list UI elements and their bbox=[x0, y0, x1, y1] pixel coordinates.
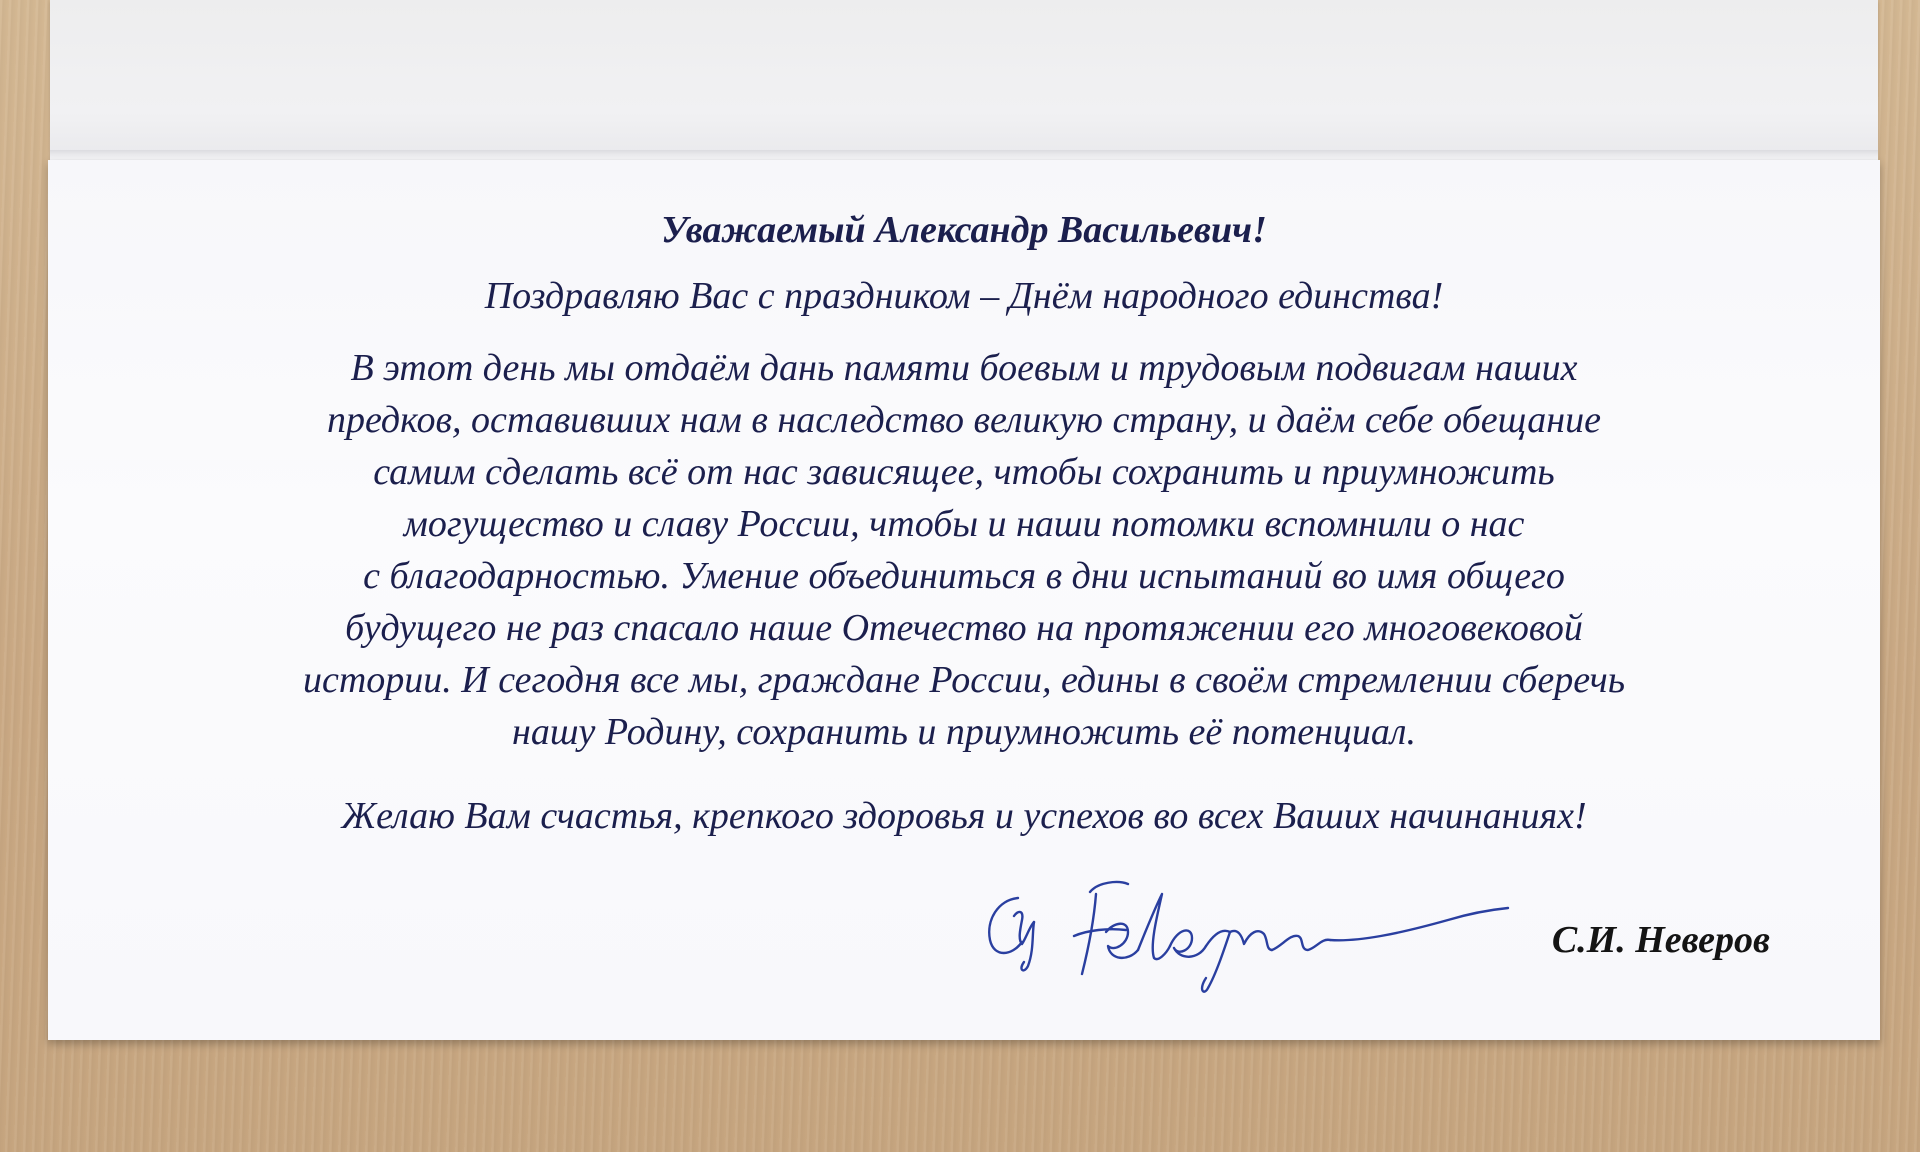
letter-body-line: с благодарностью. Умение объединиться в дни испытаний во имя общего bbox=[363, 555, 1565, 597]
letter-body-line: могущество и славу России, чтобы и наши потомки вспомнили о нас bbox=[403, 503, 1525, 545]
handwritten-signature bbox=[978, 870, 1518, 1000]
letter-wish: Желаю Вам счастья, крепкого здоровья и успехов во всех Ваших начинаниях! bbox=[341, 795, 1587, 837]
letter-body-line: предков, оставивших нам в наследство великую страну, и даём себе обещание bbox=[327, 399, 1601, 441]
letter-body-line: нашу Родину, сохранить и приумножить её потенциал. bbox=[511, 711, 1417, 753]
greeting-card bbox=[48, 160, 1880, 1040]
letter-greeting: Уважаемый Александр Васильевич! bbox=[661, 209, 1267, 251]
card-top-flap bbox=[50, 0, 1878, 160]
letter-body bbox=[48, 342, 1880, 758]
signer-name: С.И. Неверов bbox=[1551, 919, 1770, 961]
letter-intro: Поздравляю Вас с праздником – Днём народного единства! bbox=[484, 275, 1444, 317]
letter-body-line: будущего не раз спасало наше Отечество на протяжении его многовековой bbox=[345, 607, 1583, 649]
letter-body-line: В этот день мы отдаём дань памяти боевым и трудовым подвигам наших bbox=[350, 347, 1578, 389]
letter-body-line: истории. И сегодня все мы, граждане России, едины в своём стремлении сберечь bbox=[303, 659, 1625, 701]
letter-body-line: самим сделать всё от нас зависящее, чтобы сохранить и приумножить bbox=[373, 451, 1555, 493]
